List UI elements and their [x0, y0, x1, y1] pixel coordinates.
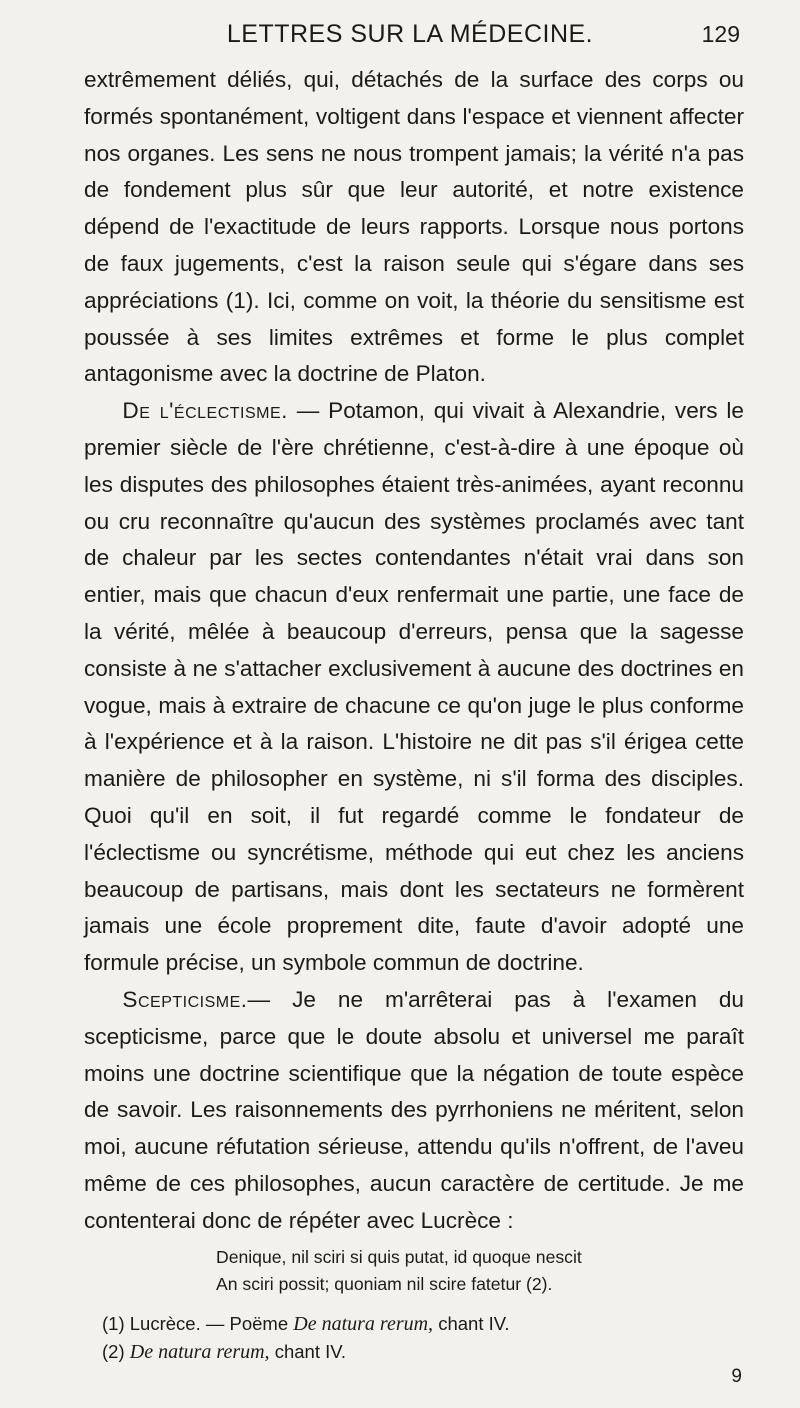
footnote-text: chant IV. — [269, 1340, 347, 1362]
quote-line: An sciri possit; quoniam nil scire fatetur (2). — [216, 1273, 553, 1294]
paragraph-text: extrêmement déliés, qui, détachés de la surface des corps ou formés spontanément, voltigent dans l'espace et viennent affecter nos organes. Les sens ne nous trompent jamais; la vérité n'a pas de fondement plus sûr que leur autorité, et notre existence dépend de l'exactitude de leurs rapports. Lorsque nous portons de faux jugements, c'est la raison seule qui s'égare dans ses appréciations (1). Ici, comme on voit, la théorie du sensitisme est poussée à ses limites extrêmes et forme le plus complet antagonisme avec la doctrine de Platon. — [84, 67, 744, 387]
footnote-work-title: De natura rerum, — [129, 1340, 270, 1363]
footnote-text: (1) Lucrèce. — Poëme — [102, 1312, 294, 1334]
footnotes — [84, 1310, 744, 1366]
section-heading-eclectisme: De l'éclectisme. — [122, 398, 288, 424]
quote-line: Denique, nil sciri si quis putat, id quoque nescit — [216, 1246, 582, 1267]
paragraph-continuation — [84, 62, 744, 393]
footnote-text: chant IV. — [433, 1312, 510, 1334]
paragraph-text: — Je ne m'arrêterai pas à l'examen du scepticisme, parce que le doute absolu et universel me paraît moins une doctrine scientifique que la négation de toute espèce de savoir. Les raisonnements des pyrrhoniens ne méritent, selon moi, aucune réfutation sérieuse, attendu qu'ils n'offrent, de l'aveu même de ces philosophes, aucun caractère de certitude. Je me contenterai donc de répéter avec Lucrèce : — [84, 986, 744, 1233]
footnote-work-title: De natura rerum, — [293, 1312, 434, 1335]
footnote-text: (2) — [102, 1340, 130, 1362]
signature-mark: 9 — [731, 1366, 742, 1387]
footnote-1 — [102, 1310, 744, 1338]
paragraph-text: — Potamon, qui vivait à Alexandrie, vers le premier siècle de l'ère chrétienne, c'est-à-dire à une époque où les disputes des philosophes étaient très-animées, ayant reconnu ou cru reconnaître qu'aucun des systèmes proclamés avec tant de chaleur par les sectes contendantes n'était vrai dans son entier, mais que chacun d'eux renfermait une partie, une face de la vérité, mêlée à beaucoup d'erreurs, pensa que la sagesse consiste à ne s'attacher exclusivement à aucune des doctrines en vogue, mais à extraire de chacune ce qu'on juge le plus conforme à l'expérience et à la raison. L'histoire ne dit pas s'il érigea cette manière de philosopher en système, ni s'il forma des disciples. Quoi qu'il en soit, il fut regardé comme le fondateur de l'éclectisme ou syncrétisme, méthode qui eut chez les anciens beaucoup de partisans, mais dont les sectateurs ne formèrent jamais une école proprement dite, faute d'avoir adopté une formule précise, un symbole commun de doctrine. — [84, 398, 744, 976]
body-text — [84, 62, 744, 1366]
running-title: LETTRES SUR LA MÉDECINE. — [226, 20, 594, 48]
paragraph-scepticisme — [84, 982, 744, 1240]
section-heading-scepticisme: Scepticisme. — [122, 986, 248, 1012]
paragraph-eclectisme — [84, 393, 744, 982]
latin-quotation — [84, 1244, 744, 1298]
footnote-2 — [102, 1338, 744, 1366]
page-number: 129 — [701, 21, 740, 47]
running-header — [80, 14, 740, 54]
